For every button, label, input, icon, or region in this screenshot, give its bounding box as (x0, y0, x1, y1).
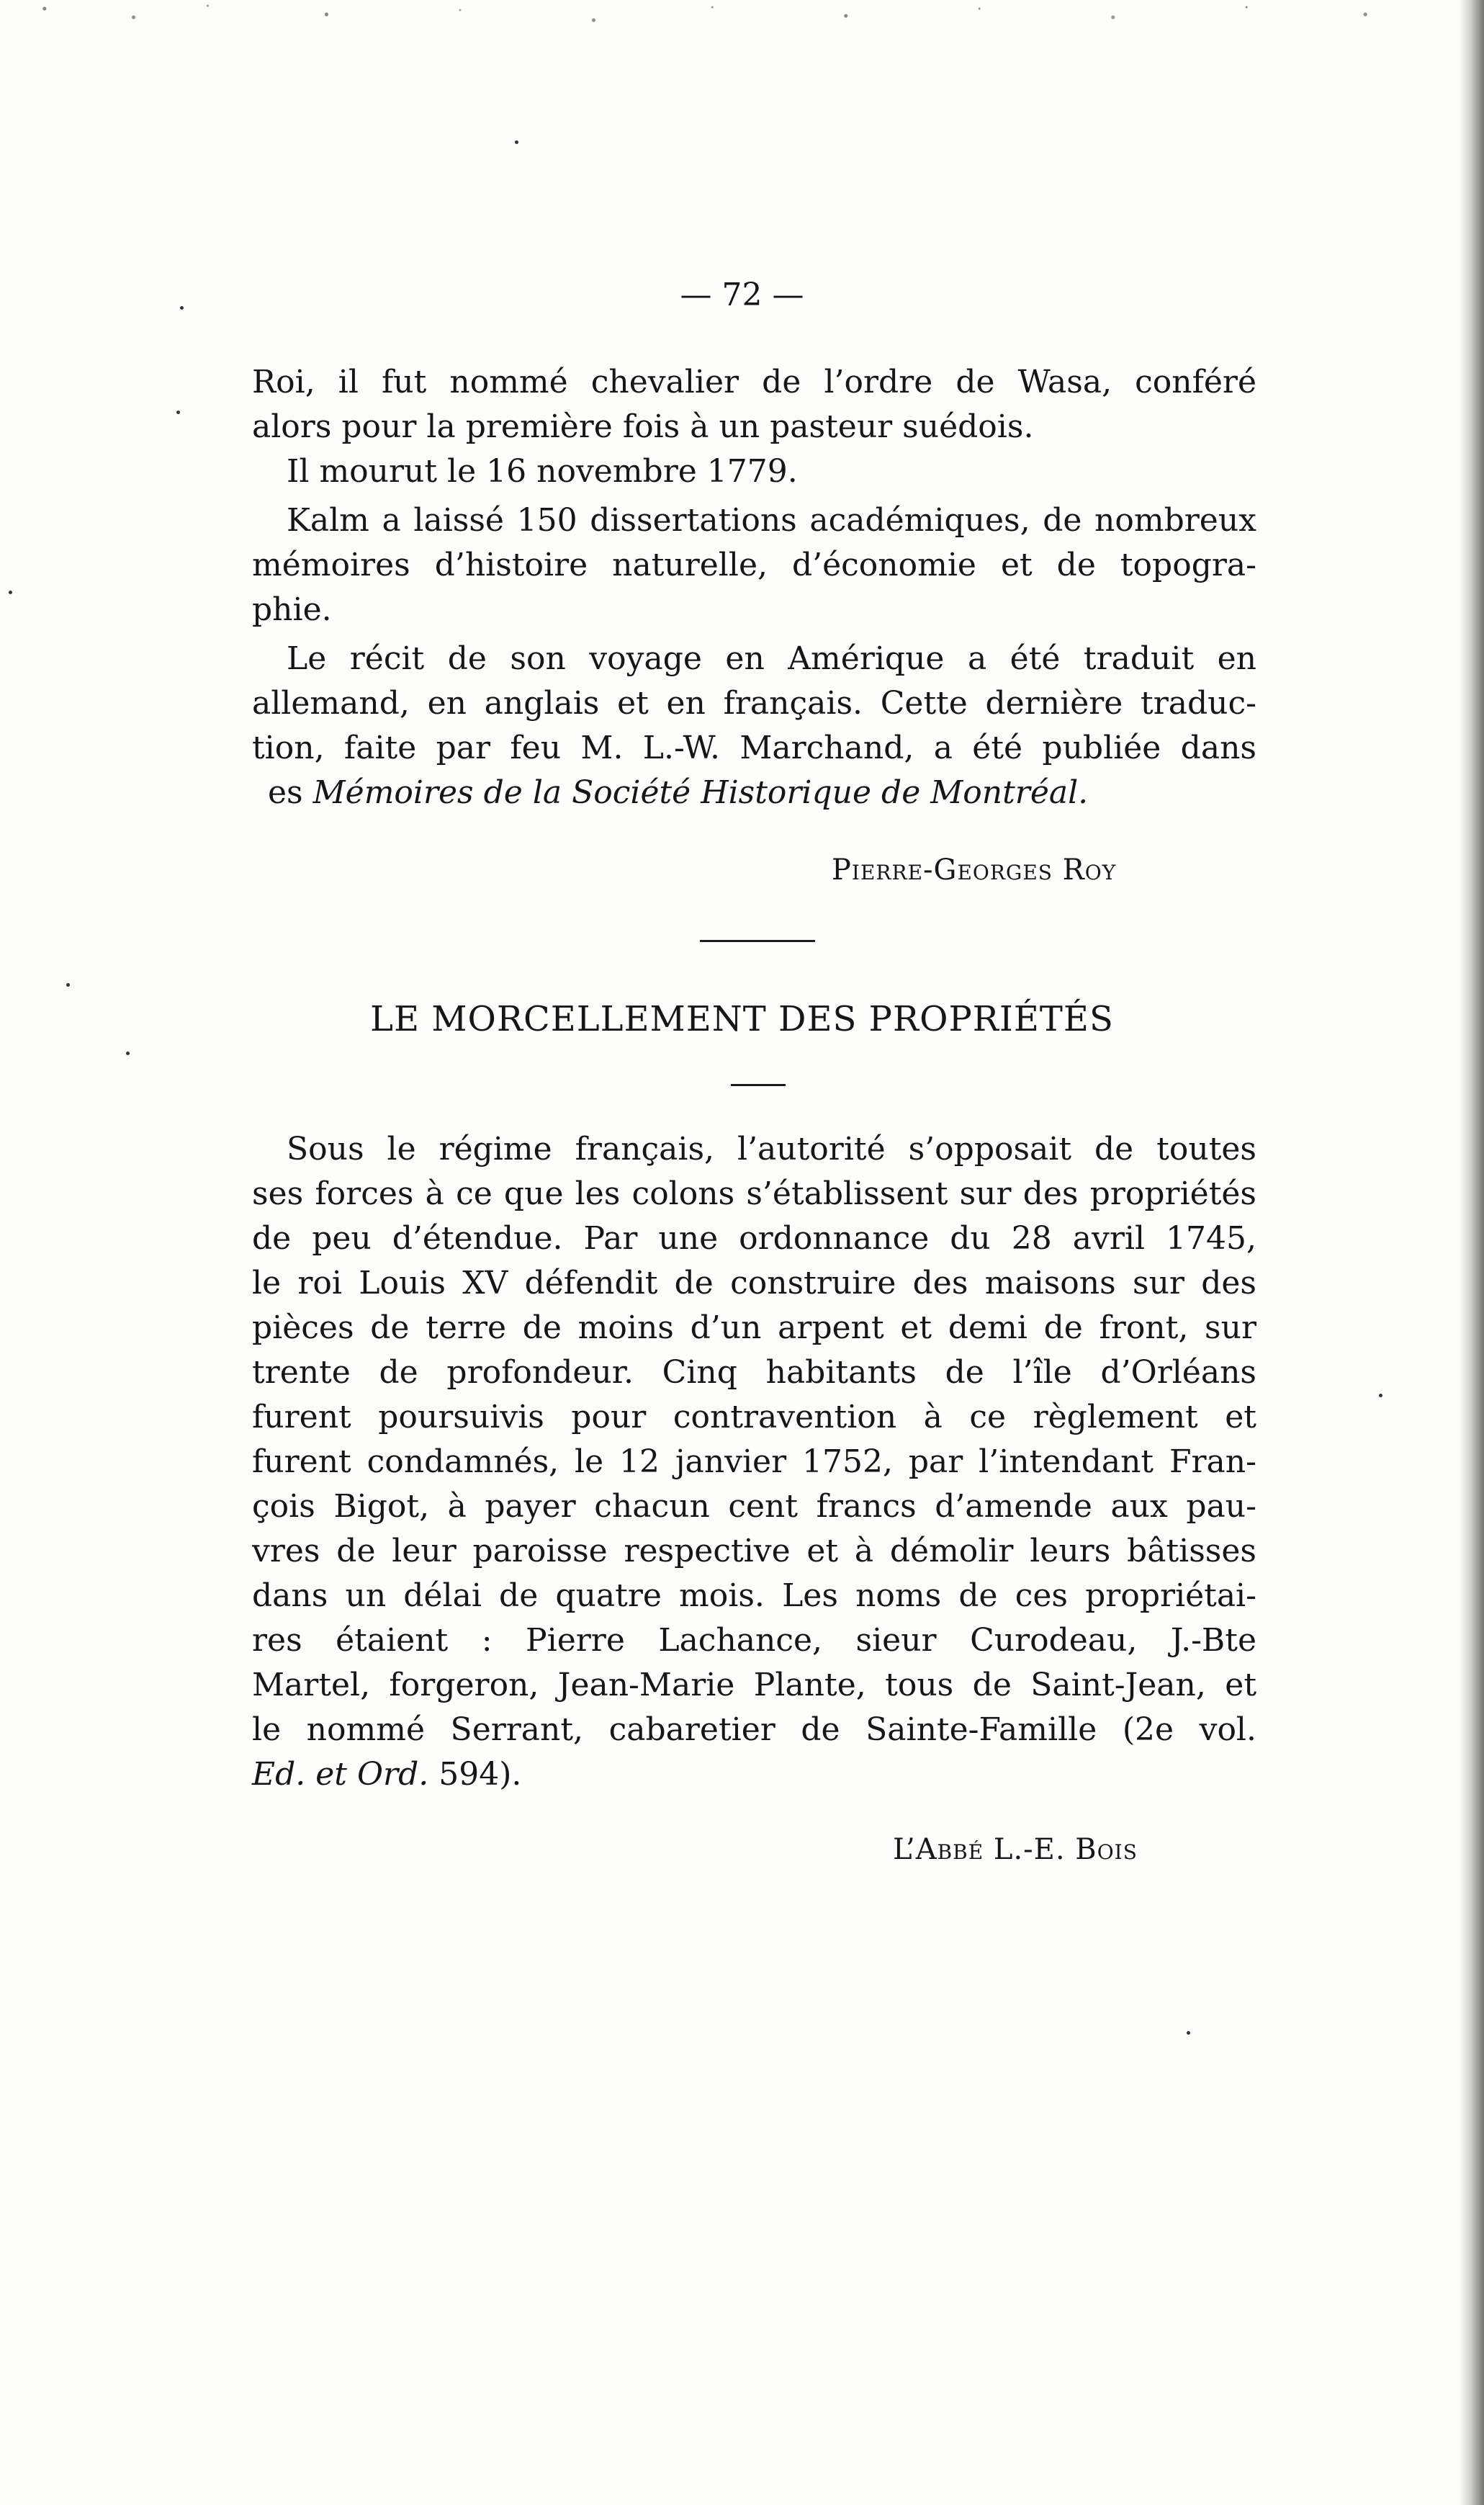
text-line: vres de leur paroisse respective et à démolir leurs bâtisses (252, 1533, 1256, 1569)
text-line: çois Bigot, à payer chacun cent francs d’amende aux pau- (252, 1488, 1256, 1525)
signature-pierre-georges-roy: Pierre-Georges Roy (832, 853, 1117, 887)
text-line: res étaient : Pierre Lachance, sieur Curodeau, J.-Bte (252, 1622, 1256, 1659)
scan-edge-right (1460, 0, 1484, 2505)
text-line: furent poursuivis pour contravention à ce règlement et (252, 1399, 1256, 1435)
text-line: furent condamnés, le 12 janvier 1752, par l’intendant Fran- (252, 1443, 1256, 1480)
text-line: mémoires d’histoire naturelle, d’économie et de topogra- (252, 547, 1256, 583)
text-line: dans un délai de quatre mois. Les noms de ces propriétai- (252, 1577, 1256, 1614)
text-line: Il mourut le 16 novembre 1779. (287, 453, 798, 490)
text-fragment: es (268, 774, 313, 811)
scan-noise-top (0, 0, 1484, 29)
text-line: Roi, il fut nommé chevalier de l’ordre de Wasa, conféré (252, 364, 1256, 400)
page-number: — 72 — (680, 277, 804, 313)
text-line: trente de profondeur. Cinq habitants de l’île d’Orléans (252, 1354, 1256, 1391)
text-line: Kalm a laissé 150 dissertations académiques, de nombreux (287, 502, 1256, 539)
text-line: le nommé Serrant, cabaretier de Sainte-Famille (2e vol. (252, 1711, 1256, 1748)
text-line: alors pour la première fois à un pasteur suédois. (252, 408, 1034, 445)
signature-abbe-bois: L’Abbé L.-E. Bois (893, 1833, 1138, 1866)
article-morcellement-body (252, 1127, 1256, 1797)
text-line: phie. (252, 591, 332, 628)
journal-title: Mémoires de la Société Historique de Montréal. (312, 774, 1089, 811)
scan-speck (515, 140, 518, 144)
scan-speck (176, 411, 180, 414)
text-line: de peu d’étendue. Par une ordonnance du 28 avril 1745, (252, 1220, 1256, 1257)
scan-speck (126, 1052, 130, 1055)
scan-speck (66, 983, 70, 987)
text-line: Martel, forgeron, Jean-Marie Plante, tous de Saint-Jean, et (252, 1667, 1256, 1703)
article-kalm-body (252, 360, 1256, 815)
scan-speck (1379, 1394, 1382, 1397)
title-rule (731, 1084, 786, 1086)
text-fragment: 594). (428, 1756, 522, 1793)
text-line: allemand, en anglais et en français. Cette dernière traduc- (252, 685, 1256, 722)
scan-speck (1187, 2031, 1190, 2035)
citation-source: Ed. et Ord. (252, 1756, 429, 1793)
text-line (252, 771, 1256, 815)
text-line: pièces de terre de moins d’un arpent et demi de front, sur (252, 1309, 1256, 1346)
article-title: LE MORCELLEMENT DES PROPRIÉTÉS (370, 999, 1114, 1039)
section-divider (700, 940, 815, 942)
text-line: Sous le régime français, l’autorité s’opposait de toutes (287, 1131, 1256, 1168)
text-line: ses forces à ce que les colons s’établissent sur des propriétés (252, 1175, 1256, 1212)
text-line (252, 1752, 1256, 1797)
text-line: le roi Louis XV défendit de construire des maisons sur des (252, 1265, 1256, 1301)
text-line: tion, faite par feu M. L.-W. Marchand, a été publiée dans (252, 730, 1256, 766)
scan-speck (9, 591, 12, 594)
text-line: Le récit de son voyage en Amérique a été traduit en (287, 640, 1256, 677)
